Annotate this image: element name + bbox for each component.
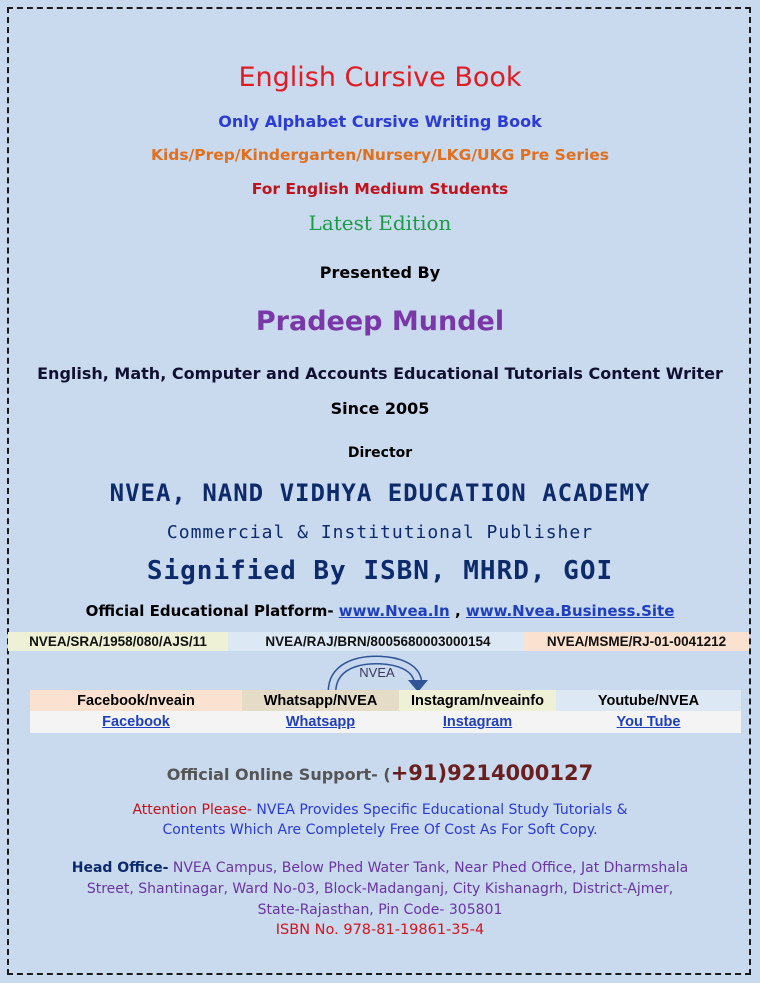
social-col-facebook <box>30 690 242 733</box>
isbn-number: ISBN No. 978-81-19861-35-4 <box>275 922 485 938</box>
social-heading-instagram: Instagram/nveainfo <box>399 690 556 711</box>
head-office-label: Head Office- <box>71 860 169 876</box>
registration-msme: NVEA/MSME/RJ-01-0041212 <box>524 632 749 651</box>
social-col-whatsapp <box>242 690 399 733</box>
head-office-line-3: State-Rajasthan, Pin Code- 305801 <box>257 902 503 918</box>
attention-line-2: Contents Which Are Completely Free Of Cost As For Soft Copy. <box>162 822 598 838</box>
social-link-whatsapp[interactable]: Whatsapp <box>242 711 399 733</box>
social-link-instagram[interactable]: Instagram <box>399 711 556 733</box>
registration-sra: NVEA/SRA/1958/080/AJS/11 <box>8 632 228 651</box>
signified-line: Signified By ISBN, MHRD, GOI <box>146 556 614 586</box>
attention-text-1: NVEA Provides Specific Educational Study Tutorials & <box>251 802 628 818</box>
platform-separator: , <box>454 602 461 620</box>
presented-by: Presented By <box>319 263 441 282</box>
head-office-line-2: Street, Shantinagar, Ward No-03, Block-Madanganj, City Kishanagrh, District-Ajmer, <box>86 881 674 897</box>
attention-line-1 <box>0 802 760 818</box>
social-link-youtube[interactable]: You Tube <box>556 711 741 733</box>
platform-link-business-site[interactable]: www.Nvea.Business.Site <box>465 602 675 620</box>
social-col-instagram <box>399 690 556 733</box>
platform-line <box>0 602 760 620</box>
subtitle-alphabet: Only Alphabet Cursive Writing Book <box>218 112 542 131</box>
support-phone[interactable]: +91)9214000127 <box>390 761 594 785</box>
author-name: Pradeep Mundel <box>255 306 505 337</box>
since-year: Since 2005 <box>330 399 430 418</box>
online-support <box>0 761 760 785</box>
subtitle-series: Kids/Prep/Kindergarten/Nursery/LKG/UKG Pre Series <box>150 146 610 164</box>
social-table <box>30 690 741 733</box>
director-label: Director <box>347 445 413 461</box>
social-col-youtube <box>556 690 741 733</box>
platform-link-nvea-in[interactable]: www.Nvea.In <box>338 602 450 620</box>
registration-brn: NVEA/RAJ/BRN/8005680003000154 <box>228 632 528 651</box>
attention-label: Attention Please- <box>132 802 252 818</box>
author-role: English, Math, Computer and Accounts Educational Tutorials Content Writer <box>37 364 723 383</box>
social-heading-youtube: Youtube/NVEA <box>556 690 741 711</box>
head-office-text-1: NVEA Campus, Below Phed Water Tank, Near Phed Office, Jat Dharmshala <box>168 860 689 876</box>
edition-label: Latest Edition <box>308 211 452 235</box>
nvea-arc-arrow <box>320 652 430 694</box>
publisher-line: Commercial & Institutional Publisher <box>166 522 594 543</box>
academy-name: NVEA, NAND VIDHYA EDUCATION ACADEMY <box>109 479 651 507</box>
social-heading-facebook: Facebook/nveain <box>30 690 242 711</box>
book-title: English Cursive Book <box>238 62 522 93</box>
support-label: Official Online Support- ( <box>166 765 391 784</box>
social-heading-whatsapp: Whatsapp/NVEA <box>242 690 399 711</box>
platform-label: Official Educational Platform- <box>85 602 334 620</box>
registration-row <box>8 632 752 651</box>
head-office-line-1 <box>0 860 760 876</box>
subtitle-students: For English Medium Students <box>251 180 509 198</box>
social-link-facebook[interactable]: Facebook <box>30 711 242 733</box>
arc-label: NVEA <box>359 665 395 680</box>
